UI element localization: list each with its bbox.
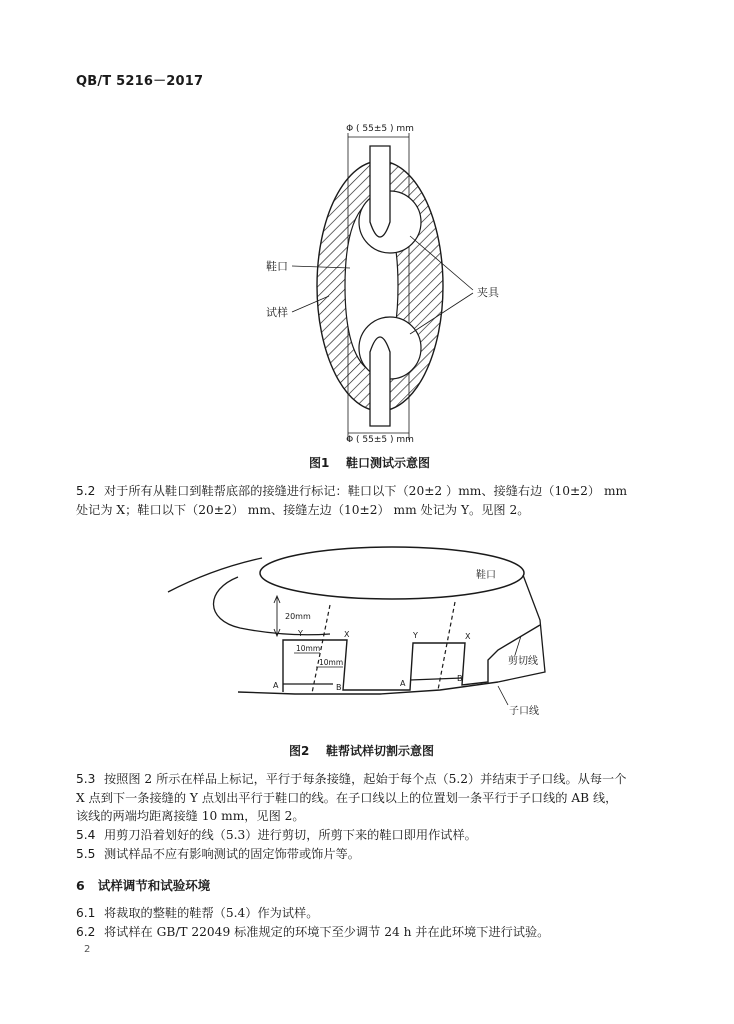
fig1-label-clamp: 夹具 [477, 286, 499, 299]
fig2-label-shoe-opening: 鞋口 [476, 570, 496, 581]
fig1-rod-lower [370, 337, 390, 426]
fig1-dim-top: Φ ( 55±5 ) mm [346, 124, 414, 134]
fig2-label-b2: B [457, 674, 463, 683]
standard-code-header: QB/T 5216－2017 [76, 74, 204, 89]
clause-number: 5.2 [76, 484, 96, 498]
section-6-heading: 6 试样调节和试验环境 [76, 878, 211, 893]
paragraph-line: 处记为 X；鞋口以下（20±2） mm、接缝左边（10±2） mm 处记为 Y。见图 2。 [76, 502, 530, 517]
page-number: 2 [84, 944, 91, 955]
fig2-label-y1: Y [298, 629, 303, 638]
paragraph-5-5 [76, 845, 676, 864]
fig1-rod-upper [370, 146, 390, 237]
fig2-label-cut-line: 剪切线 [508, 656, 538, 667]
paragraph-line: 将试样在 GB/T 22049 标准规定的环境下至少调节 24 h 并在此环境下进行试验。 [104, 925, 550, 939]
paragraph-6-2 [76, 923, 676, 942]
fig1-label-sample: 试样 [266, 306, 288, 319]
paragraph-5-2 [76, 482, 676, 519]
clause-number: 5.5 [76, 847, 96, 861]
fig1-label-shoe-opening: 鞋口 [266, 260, 288, 273]
fig2-label-10mm-a: 10mm [296, 644, 321, 653]
clause-number: 6.1 [76, 906, 96, 920]
clause-number: 5.4 [76, 828, 96, 842]
paragraph-5-3 [76, 770, 676, 826]
fig1-dim-bottom: Φ ( 55±5 ) mm [346, 435, 414, 445]
fig2-label-x1: X [344, 630, 350, 639]
paragraph-line: 将裁取的整鞋的鞋帮（5.4）作为试样。 [104, 906, 319, 920]
paragraph-5-4 [76, 826, 676, 845]
figure-1-caption: 图1 鞋口测试示意图 [309, 456, 431, 470]
fig2-label-10mm-b: 10mm [319, 658, 344, 667]
fig2-label-a2: A [400, 679, 406, 688]
fig2-label-welt-line: 子口线 [509, 706, 539, 717]
fig2-label-a1: A [273, 681, 279, 690]
clause-number: 5.3 [76, 772, 96, 786]
fig2-label-y2: Y [413, 631, 418, 640]
clause-number: 6.2 [76, 925, 96, 939]
paragraph-line: 对于所有从鞋口到鞋帮底部的接缝进行标记：鞋口以下（20±2 ）mm、接缝右边（10±2） mm [104, 484, 628, 498]
paragraph-line: 测试样品不应有影响测试的固定饰带或饰片等。 [104, 847, 360, 861]
fig2-label-b1: B [336, 683, 342, 692]
paragraph-6-1 [76, 904, 676, 923]
fig2-label-x2: X [465, 632, 471, 641]
figure-1-diagram [0, 0, 734, 470]
fig2-label-20mm: 20mm [285, 612, 311, 621]
paragraph-line: 该线的两端均距离接缝 10 mm，见图 2。 [76, 809, 305, 823]
figure-2-caption: 图2 鞋帮试样切割示意图 [289, 744, 435, 758]
figure-2-diagram [0, 530, 734, 720]
paragraph-line: 按照图 2 所示在样品上标记，平行于每条接缝，起始于每个点（5.2）并结束于子口线。从每一个 [104, 772, 627, 786]
paragraph-line: 用剪刀沿着划好的线（5.3）进行剪切，所剪下来的鞋口即用作试样。 [104, 828, 477, 842]
paragraph-line: X 点到下一条接缝的 Y 点划出平行于鞋口的线。在子口线以上的位置划一条平行于子口线的 AB 线， [76, 790, 618, 805]
